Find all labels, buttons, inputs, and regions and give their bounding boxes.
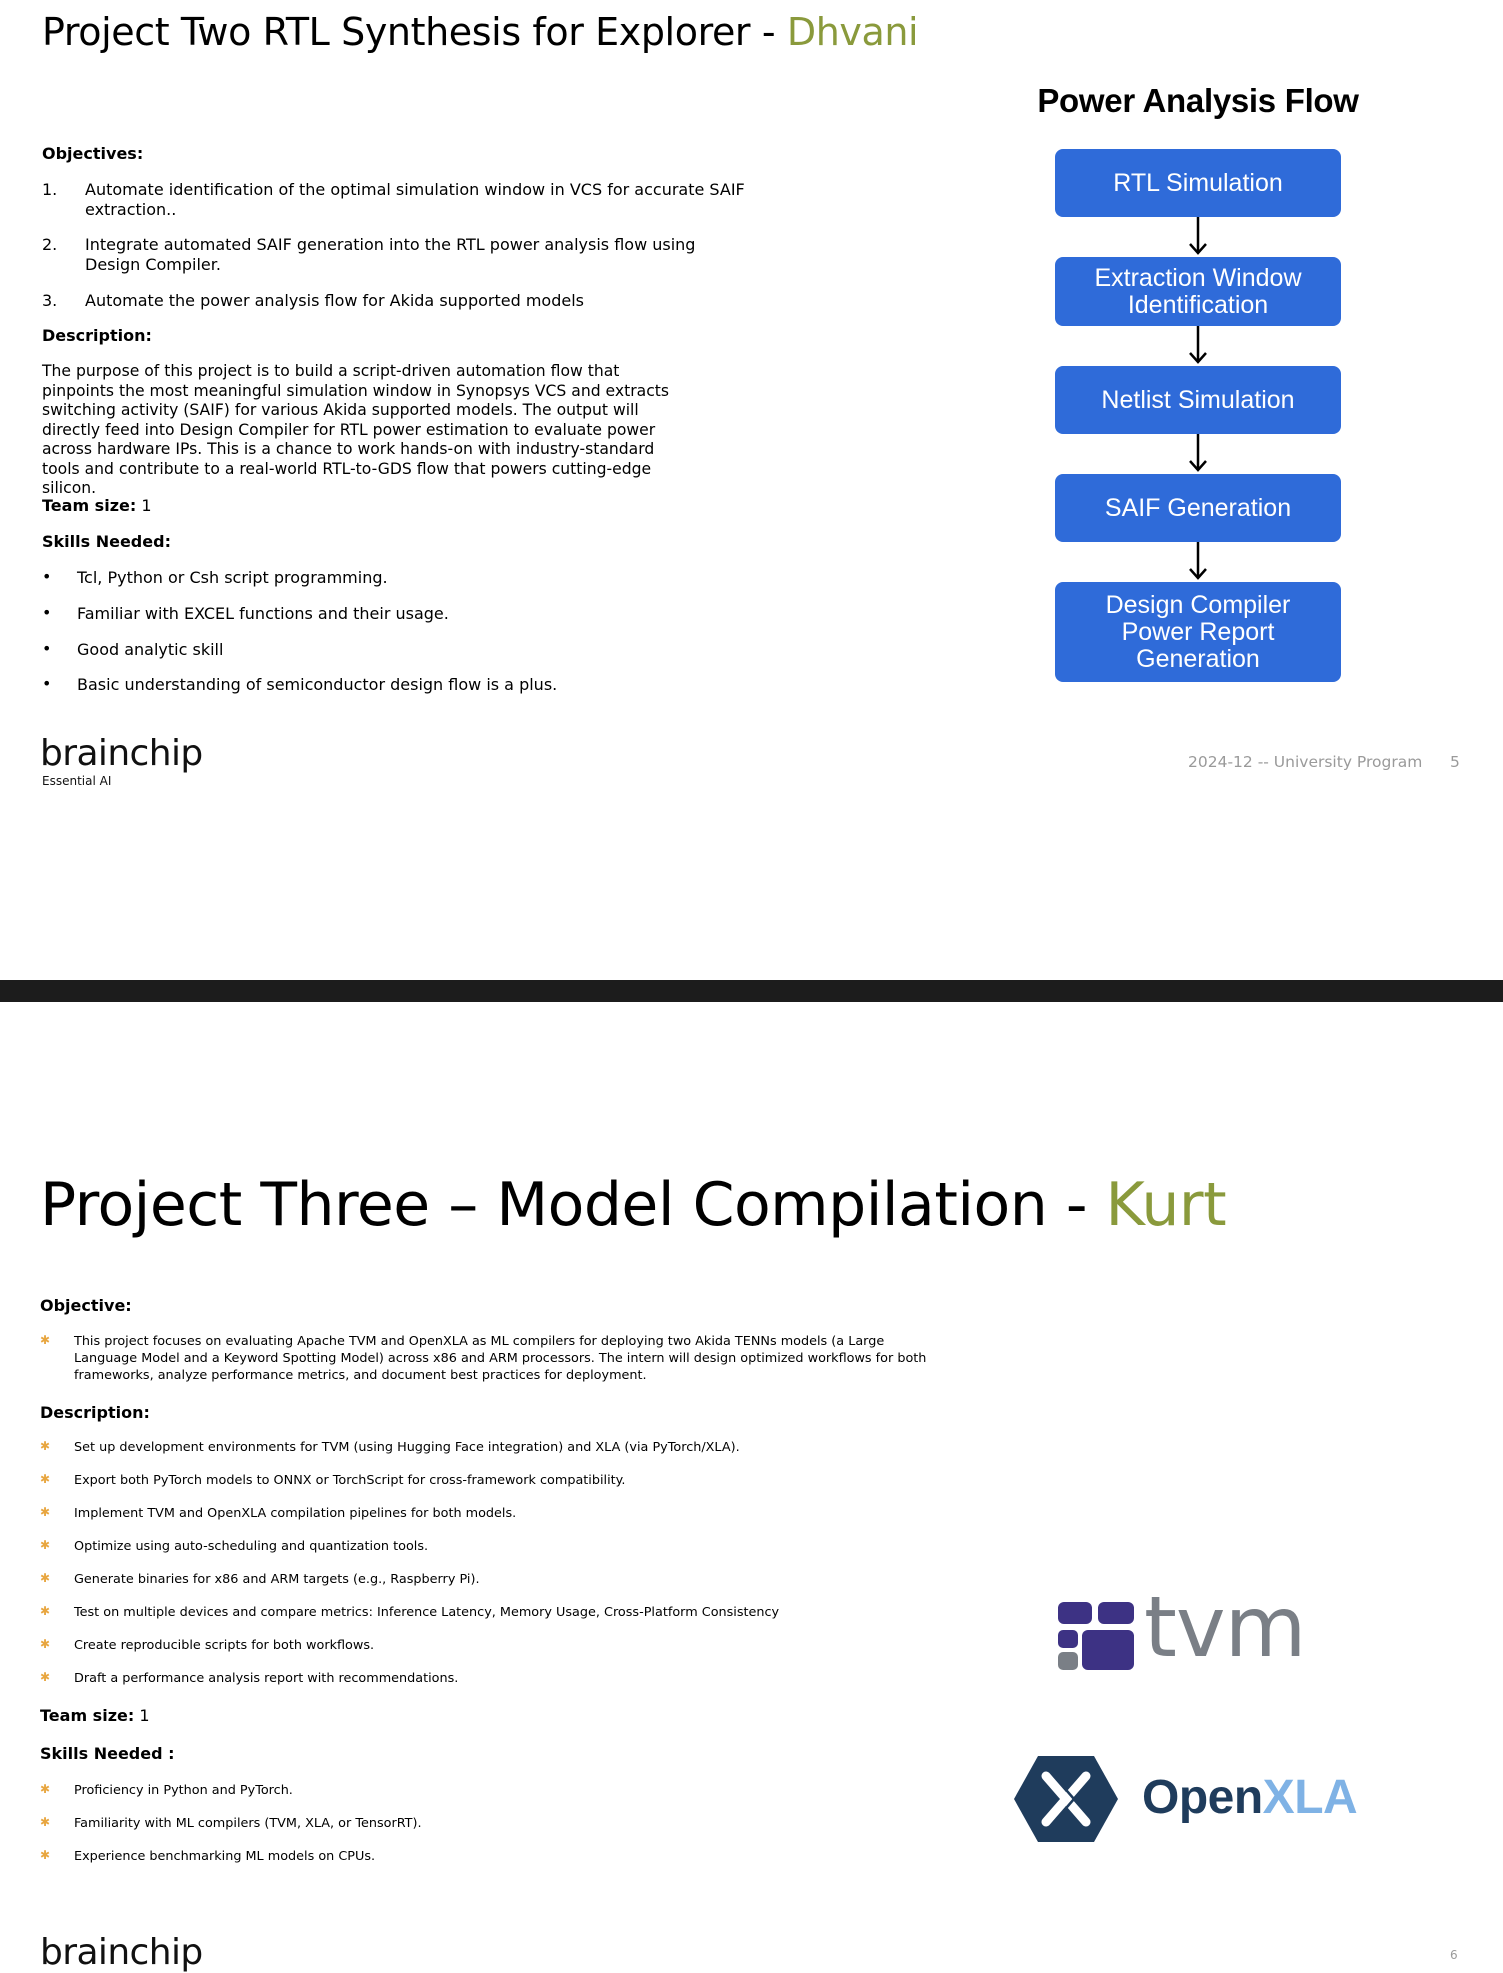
page-number: 6 (1450, 1948, 1458, 1962)
bullet-icon: • (42, 639, 52, 658)
page-number: 5 (1450, 753, 1460, 771)
team-size-value: 1 (136, 496, 152, 515)
bullet-icon: ✱ (40, 1670, 51, 1684)
tvm-logo (1056, 1578, 1356, 1676)
skills-label: Skills Needed : (40, 1744, 175, 1763)
description-item-text: Implement TVM and OpenXLA compilation pipelines for both models. (74, 1506, 517, 1521)
description-item-text: Test on multiple devices and compare metrics: Inference Latency, Memory Usage, Cross-Platform Consistency (74, 1605, 780, 1620)
brainchip-logo: brainchip (40, 733, 203, 774)
slide-5 (0, 0, 1503, 980)
openxla-xla-text: XLA (1262, 1771, 1358, 1824)
bullet-icon: ✱ (40, 1571, 51, 1585)
team-size (42, 496, 152, 515)
tvm-mark-icon (1056, 1600, 1136, 1672)
objective-number: 3. (42, 291, 58, 310)
slide-title-text: Project Three – Model Compilation - (40, 1170, 1106, 1240)
bullet-icon: • (42, 603, 52, 622)
team-size-value: 1 (134, 1706, 150, 1725)
objective-text: Automate identification of the optimal simulation window in VCS for accurate SAIF extraction.. (85, 180, 745, 219)
openxla-mark-icon (1012, 1754, 1120, 1844)
objective-label: Objective: (40, 1296, 132, 1315)
slide-divider (0, 980, 1503, 1002)
description-label: Description: (40, 1403, 150, 1422)
skill-text: Familiar with EXCEL functions and their usage. (77, 604, 449, 623)
bullet-icon: ✱ (40, 1505, 51, 1519)
openxla-wordmark (1142, 1770, 1357, 1825)
bullet-icon: • (42, 674, 52, 693)
openxla-logo (1012, 1752, 1372, 1844)
brainchip-logo: brainchip (40, 1932, 203, 1973)
description-item-text: Generate binaries for x86 and ARM targets (e.g., Raspberry Pi). (74, 1572, 480, 1587)
bullet-icon: ✱ (40, 1472, 51, 1486)
brainchip-tagline: Essential AI (42, 774, 112, 788)
description-item-text: Set up development environments for TVM (using Hugging Face integration) and XLA (via PyTorch/XLA). (74, 1440, 740, 1455)
presenter-name: Dhvani (786, 10, 919, 54)
flow-arrow-icon (1187, 542, 1209, 581)
flow-step-power-report: Design Compiler Power Report Generation (1055, 582, 1341, 682)
objective-number: 1. (42, 180, 58, 199)
bullet-icon: ✱ (40, 1538, 51, 1552)
objective-number: 2. (42, 235, 58, 254)
bullet-icon: ✱ (40, 1815, 51, 1829)
description-item-text: Draft a performance analysis report with recommendations. (74, 1671, 459, 1686)
skill-text: Familiarity with ML compilers (TVM, XLA, or TensorRT). (74, 1816, 422, 1831)
description-item-text: Optimize using auto-scheduling and quantization tools. (74, 1539, 429, 1554)
skills-label: Skills Needed: (42, 532, 171, 551)
objective-text: This project focuses on evaluating Apache TVM and OpenXLA as ML compilers for deploying two Akida TENNs models (a Large Language Model and a Keyword Spotting Model) across x86 and ARM processors. The intern will design optimized workflows for both frameworks, analyze performance metrics, and document best practices for deployment. (74, 1334, 927, 1383)
bullet-icon: ✱ (40, 1604, 51, 1618)
flow-arrow-icon (1187, 326, 1209, 365)
team-size-label: Team size: (40, 1706, 135, 1725)
flow-step-netlist-simulation: Netlist Simulation (1055, 366, 1341, 434)
flow-step-rtl-simulation: RTL Simulation (1055, 149, 1341, 217)
openxla-open-text: Open (1142, 1771, 1263, 1824)
description-item-text: Create reproducible scripts for both workflows. (74, 1638, 375, 1653)
flow-arrow-icon (1187, 434, 1209, 473)
team-size-label: Team size: (42, 496, 137, 515)
description-item-text: Export both PyTorch models to ONNX or TorchScript for cross-framework compatibility. (74, 1473, 626, 1488)
skill-text: Basic understanding of semiconductor design flow is a plus. (77, 675, 558, 694)
footer-program: 2024-12 -- University Program (1188, 753, 1423, 771)
bullet-icon: ✱ (40, 1848, 51, 1862)
skill-text: Tcl, Python or Csh script programming. (77, 568, 388, 587)
presenter-name: Kurt (1105, 1170, 1227, 1240)
description-label: Description: (42, 326, 152, 345)
bullet-icon: ✱ (40, 1782, 51, 1796)
slide-title (40, 1170, 1226, 1240)
bullet-icon: ✱ (40, 1637, 51, 1651)
skill-text: Experience benchmarking ML models on CPUs. (74, 1849, 376, 1864)
objective-text: Automate the power analysis flow for Akida supported models (85, 291, 584, 310)
bullet-icon: ✱ (40, 1333, 51, 1347)
description-text: The purpose of this project is to build a script-driven automation flow that pinpoints the most meaningful simulation window in Synopsys VCS and extracts switching activity (SAIF) for various Akida supported models. The output will directly feed into Design Compiler for RTL power estimation to evaluate power across hardware IPs. This is a chance to work hands-on with industry-standard tools and contribute to a real-world RTL-to-GDS flow that powers cutting-edge silicon. (42, 362, 670, 497)
flow-arrow-icon (1187, 217, 1209, 256)
tvm-wordmark: tvm (1144, 1578, 1306, 1676)
team-size (40, 1706, 150, 1725)
flow-title: Power Analysis Flow (1037, 82, 1359, 119)
slide-title-text: Project Two RTL Synthesis for Explorer - (42, 10, 787, 54)
bullet-icon: ✱ (40, 1439, 51, 1453)
bullet-icon: • (42, 567, 52, 586)
skill-text: Good analytic skill (77, 640, 224, 659)
flow-step-saif-generation: SAIF Generation (1055, 474, 1341, 542)
objective-text: Integrate automated SAIF generation into the RTL power analysis flow using Design Compiler. (85, 235, 696, 274)
slide-title (42, 10, 918, 54)
objectives-label: Objectives: (42, 144, 144, 163)
skill-text: Proficiency in Python and PyTorch. (74, 1783, 293, 1798)
flow-step-extraction-window: Extraction Window Identification (1055, 257, 1341, 326)
